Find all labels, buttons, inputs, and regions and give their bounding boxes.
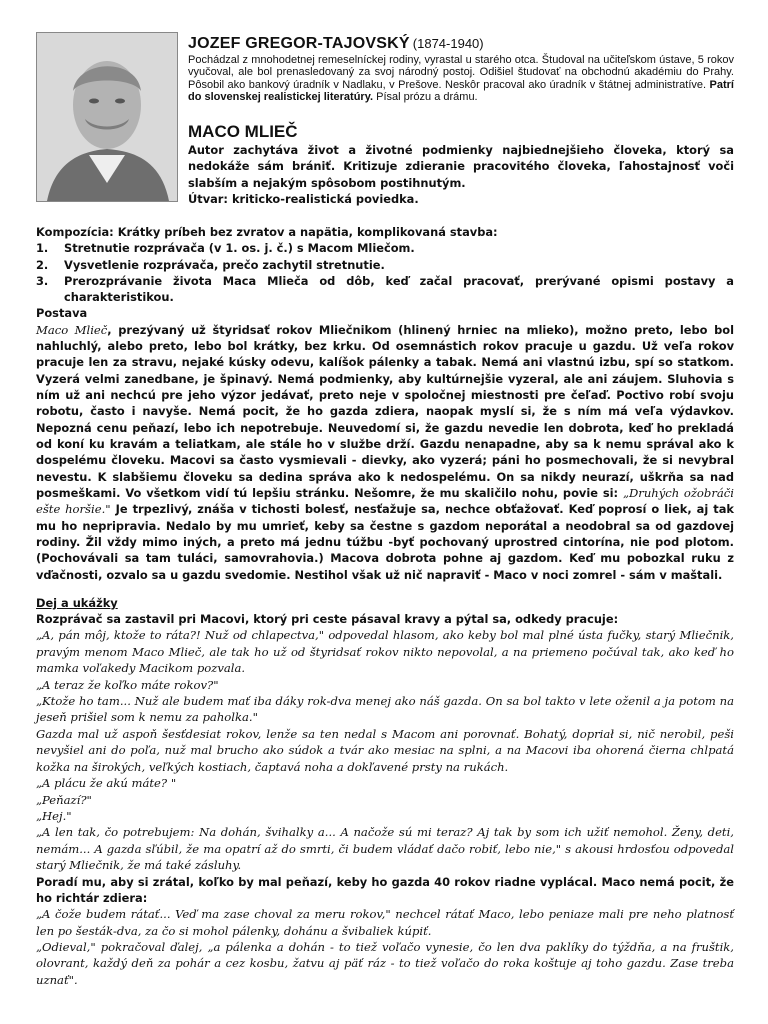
composition-item-text: Vysvetlenie rozprávača, prečo zachytil stretnutie. [64,257,385,272]
dej-line: Gazda mal už aspoň šesťdesiat rokov, lenže sa ten nedal s Macom ani porovnať. Bohatý, dopriał si, nič nerobil, peši nevyšiel ani do poľa, nuž mal brucho ako súdok a tvár ako mesiac na splni, a na Macovi iba ohorená čierna chlpatá kožka na širokých, veľkých kostiach, čaptavá noha a dokľavené prsty na rukách. [36,726,734,774]
header-section [36,32,734,204]
postava-quote: „Druhých ožobráči ešte horšie." [36,485,734,517]
dej-line: „A len tak, čo potrebujem: Na dohán, švihalky a... A načože sú mi teraz? Aj tak by som ich užiť nemohol. Ženy, deti, nemám... A gazda sľúbil, že ma opatrí až do smrti, či budem vládať dačo robiť, lebo nie," s akousi hrdosťou odpovedal starý Mliečnik, že má také zásluhy. [36,825,734,873]
work-form: Útvar: kriticko-realistická poviedka. [188,191,419,206]
dej-line: „Hej." [36,808,72,823]
postava-heading: Postava [36,306,88,321]
composition-item-number: 3. [36,273,49,288]
composition-item [36,257,734,273]
composition-item-number: 2. [36,257,49,272]
dej-line: „A teraz že koľko máte rokov?" [36,677,219,692]
main-text [36,224,734,988]
author-bio-end: Písal prózu a drámu. [376,91,478,104]
dej-line: „A, pán môj, ktože to ráta?! Nuž od chlapectva," odpovedal hlasom, ako keby bol mal plné ústa fučky, starý Mliečnik, pravým menom Maco Mlieč, ale tak ho už od štyridsať rokov nikto nepovolal, a na priemeno počúval tak, ako keď ho mamka voľakedy Macikom pozvala. [36,628,734,676]
work-intro: Autor zachytáva život a životné podmienky najbiednejšieho človeka, ktorý sa nedokáže sám brániť. Kritizuje zdieranie pracovitého človeka, ľahostajnosť voči slabším a nejakým spôsobom postihnutým. [188,143,734,190]
dej-line: „Odieval," pokračoval ďalej, „a pálenka a dohán - to tiež voľačo vynesie, čo len dva paklíky do týždňa, a na fruštik, olovrant, každý deň za pohár a cez kosbu, žatvu aj päť ráz - to tiež voľačo do roka koštuje aj toho gazdu. Zase treba uznať". [36,939,734,987]
postava-paragraph [36,322,734,583]
dej-line: „Peňazí?" [36,792,92,807]
spacer [36,583,734,595]
composition-item [36,273,734,306]
work-title: MACO MLIEČ [188,122,298,141]
composition-item-number: 1. [36,241,49,256]
author-bio-text: Pochádzal z mnohodetnej remeselníckej rodiny, vyrastal u starého otca. Študoval na učiteľskom ústave, 5 rokov vyučoval, ale bol prenasledovaný za svoj národný postoj. Odišiel študovať na obchodnú akadémiu do Prahy. Pôsobil ako bankový úradník v Nadlaku, v Prešove. Neskôr pracoval ako úradník v štátnej administratíve. [188,53,734,91]
author-years: (1874-1940) [412,36,484,51]
portrait-photo-icon [37,33,177,201]
author-bio [188,35,734,104]
author-heading [188,35,734,52]
dej-heading: Dej a ukážky [36,595,118,610]
composition-item [36,240,734,256]
author-bio-bold: Patrí do slovenskej realistickej literatúry. [188,78,734,104]
composition-lead: Kompozícia: Krátky príbeh bez zvratov a napätia, komplikovaná stavba: [36,225,498,239]
composition-item-text: Prerozprávanie života Maca Mlieča od dôb, keď začal pracovať, prerývané opismi postavy a charakteristikou. [64,273,734,305]
document-page [36,32,734,988]
dej-lead: Rozprávač sa zastavil pri Macovi, ktorý pri ceste pásaval kravy a pýtal sa, odkedy pracuje: [36,612,619,627]
work-description [188,142,734,207]
dej-lead-2: Poradí mu, aby si zrátal, koľko by mal peňazí, keby ho gazda 40 rokov riadne vyplácal. Maco nemá pocit, že ho richtár zdiera: [36,874,734,905]
postava-text-1: , prezývaný už štyridsať rokov Mliečnikom (hlinený hrniec na mlieko), možno preto, lebo bol nahluchlý, alebo preto, lebo bol krátky, bez krku. Od osemnástich rokov pracuje u gazdu. Už veľa rokov pracuje len za stravu, nejaké kúsky odevu, kalíšok pálenky a tabak. Nemá ani vlastnú izbu, spí so statkom. Vyzerá velmi zanedbane, je špinavý. Nemá podmienky, aby kultúrnejšie vyzeral, ale ani záujem. Sluhovia s ním už ani nechcú pre jeho výzor jedávať, preto neje v spoločnej miestnosti pre čeľaď. Poctivo robí svoju robotu, často i navyše. Nemá pocit, že ho gazda zdiera, naopak myslí si, že s ním má veľa výdavkov. Nepozná cenu peňazí, lebo ich nepotrebuje. Neuvedomí si, že gazdu nevedie len dobrota, keď ho prekladá od koní ku kravám a teliatkam, ale stále ho v službe drží. Gazdu nenapadne, aby sa k nemu správal ako k dospelému človeku. Macovi sa často vysmievali - dievky, ako vyzerá; páni ho posmechovali, že si nevybral nevestu. K slabšiemu človeku sa dedina správa ako k nedospelému. On sa nikdy neurazí, uškrňa sa nad posmeškami. Vo všetkom vidí tú lepšiu stránku. Nešomre, že mu skaličilo nohu, povie si: [36,322,734,500]
postava-name: Maco Mlieč [36,322,108,337]
author-portrait [36,32,178,202]
dej-line: „A čože budem rátať... Veď ma zase choval za meru rokov," nechcel rátať Maco, lebo peniaze mali pre neho platnosť len po šesták-dva, za čo si mohol pálenky, dohánu a švibaliek kúpiť. [36,907,734,938]
dej-line: „Ktože ho tam... Nuž ale budem mať iba dáky rok-dva menej ako náš gazda. On sa bol takto v lete oženil a ja potom na jeseň prišiel som k nemu za paholka." [36,694,734,725]
postava-text-2: Je trpezlivý, znáša v tichosti bolesť, nesťažuje sa, nechce obťažovať. Keď poprosí o liek, aj tak mu ho nepripravia. Nedalo by mu umrieť, keby sa čestne s gazdom neporátal a neodobral sa od gazdovej rodiny. Žil vždy mimo iných, a preto má jednu túžbu -byť pochovaný uprostred cintorína, nie pod plotom. (Pochovávali sa tam tuláci, samovrahovia.) Macova dobrota pohne aj gazdom. Keď mu pobozkal ruku z vďačnosti, ozvalo sa u gazdu svedomie. Nestihol však už nič napraviť - Maco v noci zomrel - sám v maštali. [36,502,735,582]
composition-item-text: Stretnutie rozprávača (v 1. os. j. č.) s Macom Mliečom. [64,241,415,256]
author-name: JOZEF GREGOR-TAJOVSKÝ [188,35,410,52]
dej-line: „A plácu že akú máte? " [36,776,177,791]
